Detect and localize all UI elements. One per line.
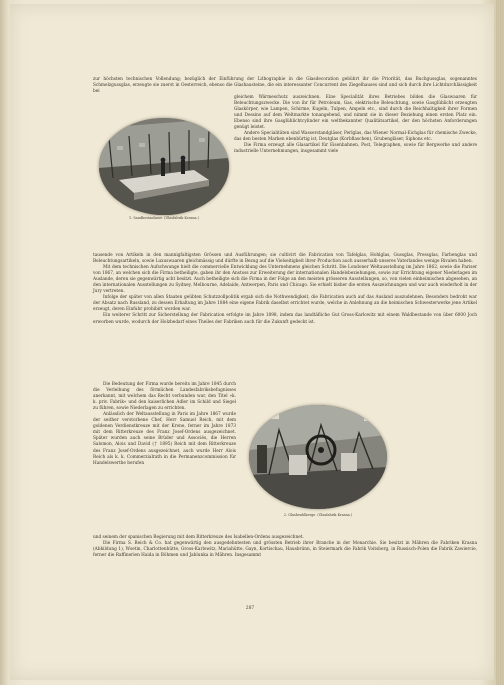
paragraph: Die Bedeutung der Firma wurde bereits im Jahre 1845 durch die Verleihung des förmlichen Landesfabriksbefugnisses anerkannt, mit welchem das Recht verbunden war, den Titel »k. k. priv. Fabrik« und den kaiserlichen Adler im Schild und Siegel zu führen, sowie Niederlagen zu errichten. — [93, 382, 236, 412]
paragraph: zur höchsten technischen Vollendung; bezüglich der Einführung der Lithographie in die Glasdecoration gebührt ihr die Priorität, das Buchgussglas, sogenanntes Schmelzgussglas, erzeugte sie zuerst in Oesterreich, ebenso die Glashausteine, die ein interessanter Concurrent des Ziegelhauses sind und sich durch ihre Lichtdurchlässigkeit bei — [93, 77, 477, 95]
figure-caption-2: 2. Glasbeuhlkerge. (Glasfabrik Krasna.) — [283, 513, 353, 517]
paragraph: Andere Specialitäten sind Wasserstandgläser, Perlglas, das Wiener Normal-Eichglas für chemische Zwecke, das den besten Marken ebenbürtig ist, Deutglas (Korbflaschen), Grubengläser, Siphons etc. — [234, 131, 477, 143]
paragraph: Ein weiterer Schritt zur Sicherstellung der Fabrication erfolgte im Jahre 1898, indem das landtäfliche Gut Gross-Karlowitz mit einem Waldbestande von über 6000 Joch erworben wurde, wodurch der Holzbedarf eines Theiles der Fabriken auch für die Zukunft gedeckt ist. — [93, 313, 477, 325]
text-block-bottom — [93, 535, 477, 559]
text-block-middle — [93, 253, 477, 326]
page-number: 287 — [245, 606, 255, 611]
paragraph: und seinem der spanischen Regierung mit dem Ritterkreuze des Isabellen-Ordens ausgezeichnet. — [93, 535, 304, 540]
text-column-right — [234, 95, 477, 155]
text-block-top — [93, 77, 477, 95]
paragraph: Infolge der später von allen Staaten geübten Schutzzollpolitik ergab sich die Nothwendigkeit, die Fabrication auch auf das Ausland auszudehnen. Besonders bedroht war der Absatz nach Russland, zu dessen Erhaltung im Jahre 1884 eine eigene Fabrik daselbst errichtet wurde, welche in Anlehnung an die heimischen Schwesterwerke jene Artikel erzeugt, deren Einfuhr prohibirt worden war. — [93, 295, 477, 313]
workshop-illustration-2 — [249, 405, 387, 509]
text-column-left — [93, 382, 236, 467]
factory-photo-1 — [99, 118, 229, 215]
paragraph: Mit dem technischen Aufschwunge hielt die commercielle Entwicklung des Unternehmens gleichen Schritt. Die Londoner Weltausstellung im Jahre 1862, sowie die Pariser von 1867, an welchen sich die Firma betheiligte, gaben ihr den Anstoss zur Erweiterung der internationalen Handelsbeziehungen, sowie zur Errichtung eigener Niederlagen im Auslande, deren sie gegenwärtig acht besitzt. Auch betheiligte sich die Firma in der Folge an den meisten grösseren Ausstellungen, so, von vielen einheimischen abgesehen, an den internationalen Ausstellungen zu Sydney, Melbourne, Adelaide, Antwerpen, Paris und Chicago. Sie erhielt bisher die ersten Auszeichnungen und war auch wiederholt in der Jury vertreten. — [93, 265, 477, 295]
paragraph: Anlässlich der Weltausstellung in Paris im Jahre 1867 wurde der seither verstorbene Chef, Herr Samuel Reich, mit dem goldenen Verdienstkreuze mit der Krone, ferner im Jahre 1873 mit dem Ritterkreuze des Franz Josef-Ordens ausgezeichnet. Später wurden auch seine Brüder und Associés, die Herren Salomon, Alois und David († 1895) Reich mit dem Ritterkreuze des Franz Josef-Ordens ausgezeichnet, auch wurde Herr Alois Reich als k. k. Commerzialrath in die Permanenzcommission für Handelswerthe berufen — [93, 412, 236, 466]
paragraph: gleichem Wärmeschutz auszeichnen. Eine Specialität ihres Betriebes bilden die Glaswaaren für Beleuchtungszwecke. Die von ihr für Petroleum, Gas, elektrische Beleuchtung, sowie Gasglühlicht erzeugten Glaskörper, wie Lampen, Schirme, Kugeln, Tulpen, Ampeln etc., sind durch die Reichhaltigkeit ihrer Formen und Dessins auf dem Weltmarkte tonangebend, und nimmt sie in dieser Beziehung einen ersten Platz ein. Ebenso sind ihre Gasglühlichtcylinder ein weltbekannter Qualitätsartikel, der den höchsten Anforderungen genügt leistet. — [234, 95, 477, 131]
page-edge — [496, 0, 504, 685]
paragraph: Die Firma S. Reich & Co. hat gegenwärtig den ausgedehntesten und grössten Betrieb ihrer Branche in der Monarchie. Sie besitzt in Mähren die Fabriken Krasna (Abbildung 1), Wsetin, Charlottenhütte, Gross-Karlowitz, Mariahütte, Gayn, Kortischau, Hausbrünn, in Steiermark die Fabrik Voitsberg, in Russisch-Polen die Fabrik Zawiercie, ferner die Raffinerien Haida in Böhmen und Jablunka in Mähren. Insgesammt — [93, 541, 477, 559]
factory-photo-2 — [249, 405, 387, 509]
workshop-illustration-1 — [99, 118, 229, 215]
paragraph: tausende von Artikeln in den mannigfaltigsten Grössen und Ausführungen; sie cultivirt die Fabrication von Tafelglas, Hohlglas, Gussglas, Pressglas, Farbenglas und Beleuchtungsartikeln, sowie Luxuswaaren gleichmässig und dürfte in Bezug auf die Vielseitigkeit ihrer Production auch ausserhalb unseres Vaterlandes wenige Rivalen haben. — [93, 253, 477, 265]
paragraph: Die Firma erzeugt alle Glasartikel für Eisenbahnen, Post, Telegraphen, sowie für Bergwerke und andere industrielle Unternehmungen, insgesammt viele — [234, 143, 477, 155]
figure-caption-1: 1. Sandbestanlasse. (Glasfabrik Krasna.) — [129, 216, 199, 220]
